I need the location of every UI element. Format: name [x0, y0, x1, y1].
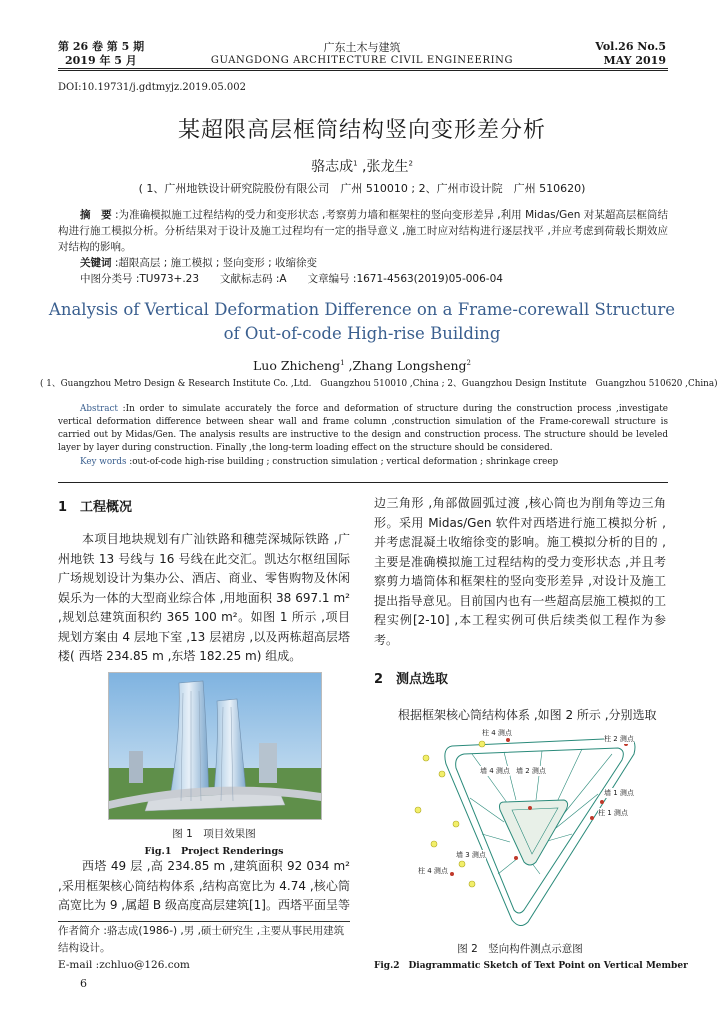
label-column-1: 柱 1 测点 — [598, 809, 628, 817]
classification-info: 中图分类号 :TU973+.23 文献标志码 :A 文章编号 :1671-4563(2019)05-006-04 — [80, 273, 503, 285]
keywords-cn-label: 关键词 — [80, 257, 112, 269]
label-column-4-bottom: 柱 4 测点 — [418, 867, 448, 875]
section-2-heading: 2 测点选取 — [374, 672, 449, 687]
header-rule — [58, 68, 668, 69]
author-1-affil-cn: 1 — [353, 159, 358, 168]
keywords-cn-text: :超限高层 ; 施工模拟 ; 竖向变形 ; 收缩徐变 — [111, 257, 318, 269]
author-2-affil-en: 2 — [466, 358, 471, 367]
author-1-affil-en: 1 — [340, 358, 345, 367]
fig2-caption-cn: 图 2 竖向构件测点示意图 — [457, 943, 583, 955]
abstract-cn — [58, 207, 668, 255]
label-column-2: 柱 2 测点 — [604, 735, 634, 743]
section-1-paragraph: 本项目地块规划有广汕铁路和穗莞深城际铁路 ,广州地铁 13 号线与 16 号线在此交汇。凯达尔枢纽国际广场规划设计为集办公、酒店、商业、零售购物及休闲娱乐为一体的大型商业综合体 ,用地面积 38 697.1 m² ,规划总建筑面积约 365 100 m²。如图 1 所示 ,项目规划方案由 4 层地下室 ,13 层裙房 ,以及两栋超高层塔楼( 西塔 234.85 m ,东塔 182.25 m) 组成。 — [58, 532, 350, 663]
keywords-en-text: :out-of-code high-rise building ; construction simulation ; vertical deformation ; shrinkage creep — [126, 457, 559, 467]
right-column-paragraph: 边三角形 ,角部做圆弧过渡 ,核心筒也为削角等边三角形。采用 Midas/Gen 软件对西塔进行施工模拟分析 ,并考虑混凝土收缩徐变的影响。施工模拟分析的目的 ,主要是准确模拟施工过程结构的受力变形状态 ,并且考察剪力墙筒体和框架柱的竖向变形差异 ,对设计及施工提出指导意见。目前国内也有一些超高层施工模拟的工程实例[2-10] ,本工程实例可供后续类似工程作为参考。 — [374, 496, 666, 647]
label-wall-1: 墙 1 测点 — [604, 789, 634, 797]
email: E-mail :zchluo@126.com — [58, 959, 190, 971]
volume-issue-en: Vol.26 No.5 — [595, 40, 666, 53]
journal-name-cn: 广东土木与建筑 — [323, 41, 401, 54]
abstract-rule — [58, 482, 668, 483]
abstract-en-text: :In order to simulate accurately the force and deformation of structure during the construction process ,investigate vertical deformation difference between shear wall and frame column ,construction simulation of the Frame-corewall structure is carried out by Midas/Gen. The analysis results are instructive to the design and construction process. The structure should be leveled layer by layer during construction. Finally ,the long-term loading effect on the structure should be considered. — [58, 404, 668, 453]
rendering-illustration — [109, 673, 321, 819]
title-cn: 某超限高层框筒结构竖向变形差分析 — [177, 118, 546, 143]
core-wall — [500, 800, 568, 865]
author-note: 作者简介 :骆志成(1986-) ,男 ,硕士研究生 ,主要从事民用建筑结构设计。 — [58, 925, 345, 954]
authors-cn — [0, 156, 724, 176]
author-1-en: Luo Zhicheng — [253, 358, 341, 373]
keywords-en-label: Key words — [80, 457, 127, 467]
fig1-project-rendering — [108, 672, 322, 820]
label-wall-2: 墙 2 测点 — [516, 767, 546, 775]
affiliation-en: ( 1、Guangzhou Metro Design & Research Institute Co. ,Ltd. Guangzhou 510010 ,China ; 2、Guangzhou Design Institute Guangzhou 510620 ,China) — [40, 379, 718, 389]
section-2-paragraph: 根据框架核心筒结构体系 ,如图 2 所示 ,分别选取 — [398, 708, 657, 722]
abstract-en — [58, 403, 668, 455]
date-en: MAY 2019 — [603, 54, 666, 67]
title-en-line2: of Out-of-code High-rise Building — [223, 324, 501, 343]
authors-en — [0, 358, 724, 373]
affiliation-cn: ( 1、广州地铁设计研究院股份有限公司 广州 510010 ; 2、广州市设计院 广州 510620) — [138, 182, 586, 195]
structural-plan — [412, 724, 666, 932]
author-1-cn: 骆志成 — [311, 159, 354, 175]
author-2-affil-cn: 2 — [408, 159, 413, 168]
header-rule-secondary — [58, 70, 668, 71]
background-building — [259, 743, 277, 783]
section-1-heading: 1 工程概况 — [58, 500, 133, 515]
label-wall-3: 墙 3 测点 — [456, 851, 486, 859]
fig2-plan-sketch — [412, 724, 666, 932]
label-column-4-top: 柱 4 测点 — [482, 729, 512, 737]
abstract-en-label: Abstract — [80, 404, 118, 414]
doi: DOI:10.19731/j.gdtmyjz.2019.05.002 — [58, 82, 247, 93]
keywords-en — [80, 457, 558, 467]
volume-issue-cn: 第 26 卷 第 5 期 — [58, 40, 145, 53]
abstract-cn-label: 摘 要 — [80, 209, 112, 221]
author-2-cn: ,张龙生 — [357, 159, 409, 175]
title-en-line1: Analysis of Vertical Deformation Difference on a Frame-corewall Structure — [48, 300, 676, 319]
keywords-cn — [80, 255, 317, 270]
fig2-caption-en: Fig.2 Diagrammatic Sketch of Text Point on Vertical Member — [374, 961, 688, 971]
label-wall-4: 墙 4 测点 — [480, 767, 510, 775]
date-cn: 2019 年 5 月 — [65, 54, 137, 67]
footnote-rule — [58, 921, 350, 922]
journal-name-en: GUANGDONG ARCHITECTURE CIVIL ENGINEERING — [210, 55, 514, 66]
background-building — [129, 751, 143, 783]
fig1-caption-en: Fig.1 Project Renderings — [144, 846, 284, 857]
fig1-caption-cn: 图 1 项目效果图 — [172, 828, 256, 840]
author-2-en: ,Zhang Longsheng — [344, 358, 467, 373]
abstract-cn-text: :为准确模拟施工过程结构的受力和变形状态 ,考察剪力墙和框架柱的竖向变形差异 ,利用 Midas/Gen 对某超高层框筒结构进行施工模拟分析。分析结果对于设计及施工过程均有一定的指导意义 ,施工时应对结构进行逐层找平 ,并应考虑到荷载长期效应对结构的影响。 — [58, 209, 669, 253]
page-number: 6 — [80, 977, 87, 990]
west-tower-paragraph: 西塔 49 层 ,高 234.85 m ,建筑面积 92 034 m² ,采用框架核心筒结构体系 ,结构高宽比为 4.74 ,核心筒高宽比为 9 ,属超 B 级高度高层建筑[1]。西塔平面呈等 — [58, 859, 350, 912]
